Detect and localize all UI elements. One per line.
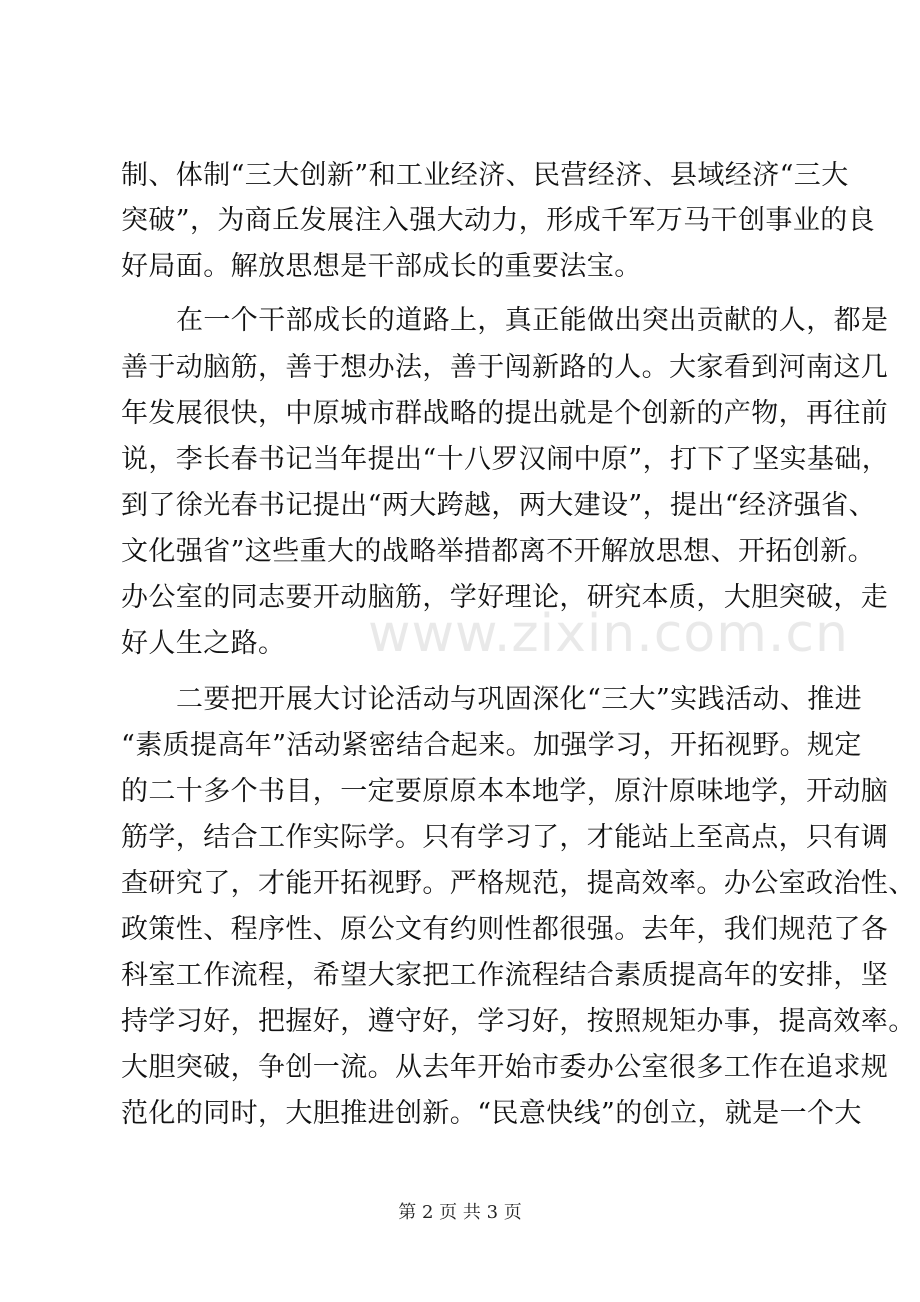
text-line: 二要把开展大讨论活动与巩固深化“三大”实践活动、推进 bbox=[176, 684, 863, 715]
text-line: 政策性、程序性、原公文有约则性都很强。去年，我们规范了各 bbox=[121, 914, 889, 945]
text-line: 好人生之路。 bbox=[121, 628, 286, 659]
text-line: 的二十多个书目，一定要原原本本地学，原汁原味地学，开动脑 bbox=[121, 776, 889, 807]
text-line: 查研究了，才能开拓视野。严格规范，提高效率。办公室政治性、 bbox=[121, 868, 916, 899]
text-line: 说，李长春书记当年提出“十八罗汉闹中原”，打下了坚实基础， bbox=[121, 444, 890, 475]
text-line: 范化的同时，大胆推进创新。“民意快线”的创立，就是一个大 bbox=[121, 1098, 862, 1129]
text-line: 年发展很快，中原城市群战略的提出就是个创新的产物，再往前 bbox=[121, 398, 889, 429]
text-line: 办公室的同志要开动脑筋，学好理论，研究本质，大胆突破，走 bbox=[121, 582, 889, 613]
text-line: 制、体制“三大创新”和工业经济、民营经济、县域经济“三大 bbox=[121, 160, 849, 191]
text-line: 文化强省”这些重大的战略举措都离不开解放思想、开拓创新。 bbox=[121, 536, 876, 567]
text-line: 好局面。解放思想是干部成长的重要法宝。 bbox=[121, 251, 642, 282]
text-line: 在一个干部成长的道路上，真正能做出突出贡献的人，都是 bbox=[176, 305, 889, 336]
text-line: 科室工作流程，希望大家把工作流程结合素质提高年的安排，坚 bbox=[121, 960, 889, 991]
text-line: 大胆突破，争创一流。从去年开始市委办公室很多工作在追求规 bbox=[121, 1052, 889, 1083]
text-line: “素质提高年”活动紧密结合起来。加强学习，开拓视野。规定 bbox=[121, 730, 862, 761]
text-line: 筋学，结合工作实际学。只有学习了，才能站上至高点，只有调 bbox=[121, 822, 889, 853]
text-line: 到了徐光春书记提出“两大跨越，两大建设”，提出“经济强省、 bbox=[121, 490, 877, 521]
text-line: 持学习好，把握好，遵守好，学习好，按照规矩办事，提高效率。 bbox=[121, 1006, 916, 1037]
page-footer: 第 2 页 共 3 页 bbox=[398, 1202, 522, 1223]
text-line: 善于动脑筋，善于想办法，善于闯新路的人。大家看到河南这几 bbox=[121, 352, 889, 383]
watermark: www.zixin.com.cn bbox=[368, 604, 849, 664]
text-line: 突破”，为商丘发展注入强大动力，形成千军万马干创事业的良 bbox=[121, 205, 876, 236]
